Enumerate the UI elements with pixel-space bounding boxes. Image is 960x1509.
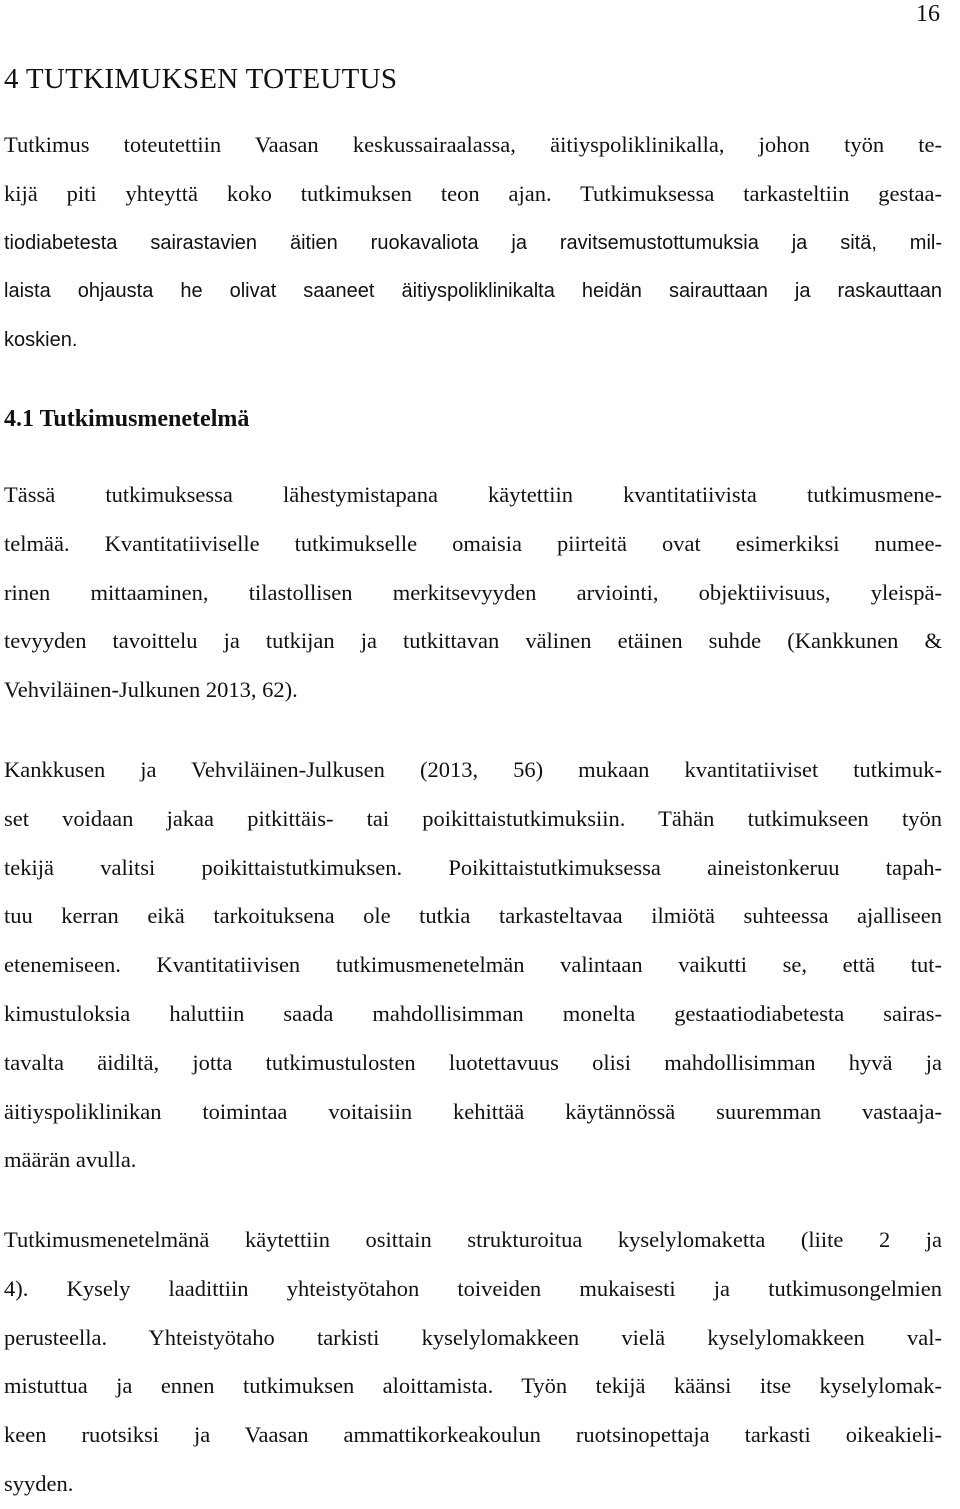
paragraph-line: mistuttua ja ennen tutkimuksen aloittamista. Työn tekijä käänsi itse kyselylomak- [4,1373,942,1399]
paragraph-line: tavalta äidiltä, jotta tutkimustulosten luotettavuus olisi mahdollisimman hyvä ja [4,1049,942,1075]
paragraph-line: perusteella. Yhteistyötaho tarkisti kyselylomakkeen vielä kyselylomakkeen val- [4,1324,942,1350]
paragraph-line: keen ruotsiksi ja Vaasan ammattikorkeakoulun ruotsinopettaja tarkasti oikeakieli- [4,1422,942,1448]
paragraph-line: Vehviläinen-Julkunen 2013, 62). [4,677,298,703]
paragraph-line: määrän avulla. [4,1147,137,1173]
paragraph-line: Tässä tutkimuksessa lähestymistapana käytettiin kvantitatiivista tutkimusmene- [4,482,942,507]
paragraph-line-part: Tutkimuksessa tarkasteltiin gestaa- [580,180,943,206]
paragraph-line: äitiyspoliklinikan toimintaa voitaisiin kehittää käytännössä suuremman vastaaja- [4,1098,942,1124]
paragraph-line: tevyyden tavoittelu ja tutkijan ja tutkittavan välinen etäinen suhde (Kankkunen & [4,628,942,654]
paragraph-1 [4,121,942,365]
paragraph-line: laista ohjausta he olivat saaneet äitiyspoliklinikalta heidän sairauttaan ja raskauttaan [4,280,942,303]
paragraph-line: set voidaan jakaa pitkittäis- tai poikittaistutkimuksiin. Tähän tutkimukseen työn [4,805,942,831]
section-heading: 4.1 Tutkimusmenetelmä [4,406,250,432]
paragraph-line: 4). Kysely laadittiin yhteistyötahon toiveiden mukaisesti ja tutkimusongelmien [4,1275,942,1301]
paragraph-line: Tutkimusmenetelmänä käytettiin osittain strukturoitua kyselylomaketta (liite 2 ja [4,1227,942,1252]
paragraph-4 [4,1216,942,1509]
paragraph-line: Kankkusen ja Vehviläinen-Julkusen (2013, 56) mukaan kvantitatiiviset tutkimuk- [4,757,942,782]
page-number: 16 [916,1,940,27]
paragraph-line: koskien. [4,329,78,352]
paragraph-line: tuu kerran eikä tarkoituksena ole tutkia tarkasteltavaa ilmiötä suhteessa ajalliseen [4,903,942,929]
paragraph-line: tiodiabetesta sairastavien äitien ruokavaliota ja ravitsemustottumuksia ja sitä, mil- [4,231,942,254]
chapter-heading: 4 TUTKIMUKSEN TOTEUTUS [4,63,398,95]
paragraph-line: kimustuloksia haluttiin saada mahdollisimman monelta gestaatiodiabetesta sairas- [4,1000,942,1026]
paragraph-line [4,170,942,219]
paragraph-2 [4,471,942,715]
paragraph-line: Tutkimus toteutettiin Vaasan keskussairaalassa, äitiyspoliklinikalla, johon työn te- [4,132,942,157]
paragraph-3 [4,746,942,1185]
paragraph-line: rinen mittaaminen, tilastollisen merkitsevyyden arviointi, objektiivisuus, yleispä- [4,579,942,605]
paragraph-line: etenemiseen. Kvantitatiivisen tutkimusmenetelmän valintaan vaikutti se, että tut- [4,952,942,978]
paragraph-line: syyden. [4,1470,74,1496]
paragraph-line-part: kijä piti yhteyttä koko tutkimuksen teon ajan. [4,180,552,206]
paragraph-line: tekijä valitsi poikittaistutkimuksen. Poikittaistutkimuksessa aineistonkeruu tapah- [4,854,942,880]
paragraph-line: telmää. Kvantitatiiviselle tutkimukselle omaisia piirteitä ovat esimerkiksi numee- [4,530,942,556]
